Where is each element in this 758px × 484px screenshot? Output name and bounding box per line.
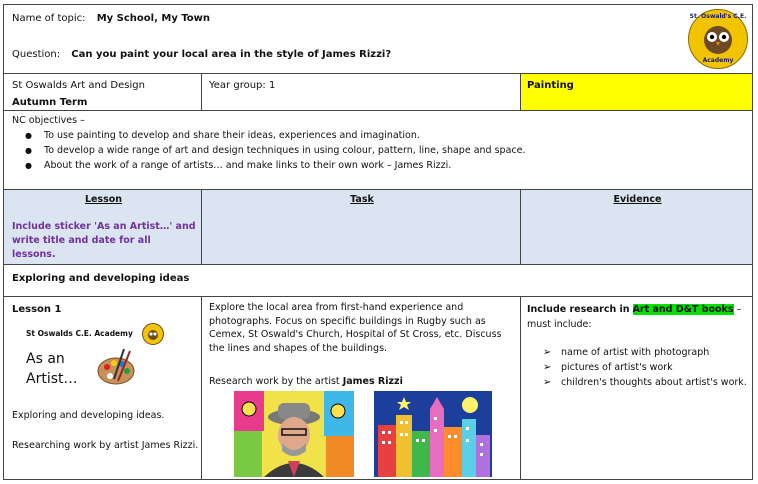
lesson-plan	[3, 4, 753, 480]
unit-text: Painting	[527, 80, 574, 91]
question-value: Can you paint your local area in the style of James Rizzi?	[71, 49, 392, 60]
lesson-heading: Lesson	[84, 194, 123, 205]
logo-text-top: St. Oswald's C.E.	[689, 13, 747, 20]
paint-palette-icon	[94, 345, 138, 389]
objectives-cell	[3, 110, 753, 190]
lesson-column-header	[3, 189, 202, 265]
lesson1-task-cell	[201, 296, 521, 480]
sticker-school-name: St Oswalds C.E. Academy	[26, 329, 133, 338]
sticker-text-line2: Artist…	[26, 371, 78, 387]
lesson1-research: Researching work by artist James Rizzi.	[12, 440, 199, 451]
evidence-item: ➢ children's thoughts about artist's work.	[561, 375, 747, 390]
section-title-row	[3, 264, 753, 297]
evidence-item: ➢ name of artist with photograph	[561, 345, 747, 360]
evidence-highlight: Art and D&T books	[632, 304, 734, 315]
lesson1-focus: Exploring and developing ideas.	[12, 410, 165, 421]
evidence-intro	[527, 302, 749, 332]
objective-item: ● To develop a wide range of art and design techniques in using colour, pattern, line, shape and space.	[44, 143, 525, 158]
year-group-text: Year group: 1	[209, 80, 276, 91]
sticker-text-line1: As an	[26, 351, 65, 367]
research-line	[209, 375, 403, 388]
lesson1-task: Explore the local area from first-hand experience and photographs. Focus on specific buildings in Rugby such as Cemex, St Oswald's Church, Hospital of St Cross, etc. Discuss the lines and shapes of the buildings.	[209, 302, 502, 354]
task-heading: Task	[350, 194, 374, 205]
objectives-list	[4, 128, 525, 173]
question-label: Question:	[12, 49, 61, 60]
lesson1-title: Lesson 1	[12, 304, 62, 315]
school-logo	[688, 9, 748, 69]
sticker-logo-icon	[142, 323, 164, 345]
rizzi-portrait-image	[234, 391, 354, 477]
lesson1-cell	[3, 296, 202, 480]
topic-header	[3, 4, 753, 74]
evidence-prefix: Include research in	[527, 304, 630, 315]
evidence-suffix: – must include:	[527, 304, 742, 330]
artist-name: James Rizzi	[342, 376, 403, 387]
evidence-heading: Evidence	[613, 194, 662, 205]
topic-value: My School, My Town	[96, 13, 211, 24]
subject-cell	[3, 73, 202, 111]
research-prefix: Research work by the artist	[209, 376, 340, 387]
logo-text-bottom: Academy	[702, 57, 734, 64]
objective-item: ● To use painting to develop and share their ideas, experiences and imagination.	[44, 128, 525, 143]
subject-text: St Oswalds Art and Design	[12, 80, 145, 91]
evidence-item: ➢ pictures of artist's work	[561, 360, 747, 375]
evidence-list	[521, 345, 747, 390]
objective-item: ● About the work of a range of artists… and make links to their own work – James Rizzi.	[44, 158, 525, 173]
objectives-title: NC objectives –	[12, 115, 85, 126]
evidence-column-header	[520, 189, 753, 265]
section-title: Exploring and developing ideas	[12, 273, 190, 284]
sticker-note: Include sticker 'As an Artist…' and write title and date for all lessons.	[12, 221, 196, 260]
lesson1-evidence-cell	[520, 296, 753, 480]
artist-sticker	[12, 321, 172, 397]
rizzi-city-painting-image	[374, 391, 492, 477]
unit-cell	[520, 73, 753, 111]
task-column-header	[201, 189, 521, 265]
topic-label: Name of topic:	[12, 13, 86, 24]
term-text: Autumn Term	[12, 97, 88, 108]
year-group-cell	[201, 73, 521, 111]
